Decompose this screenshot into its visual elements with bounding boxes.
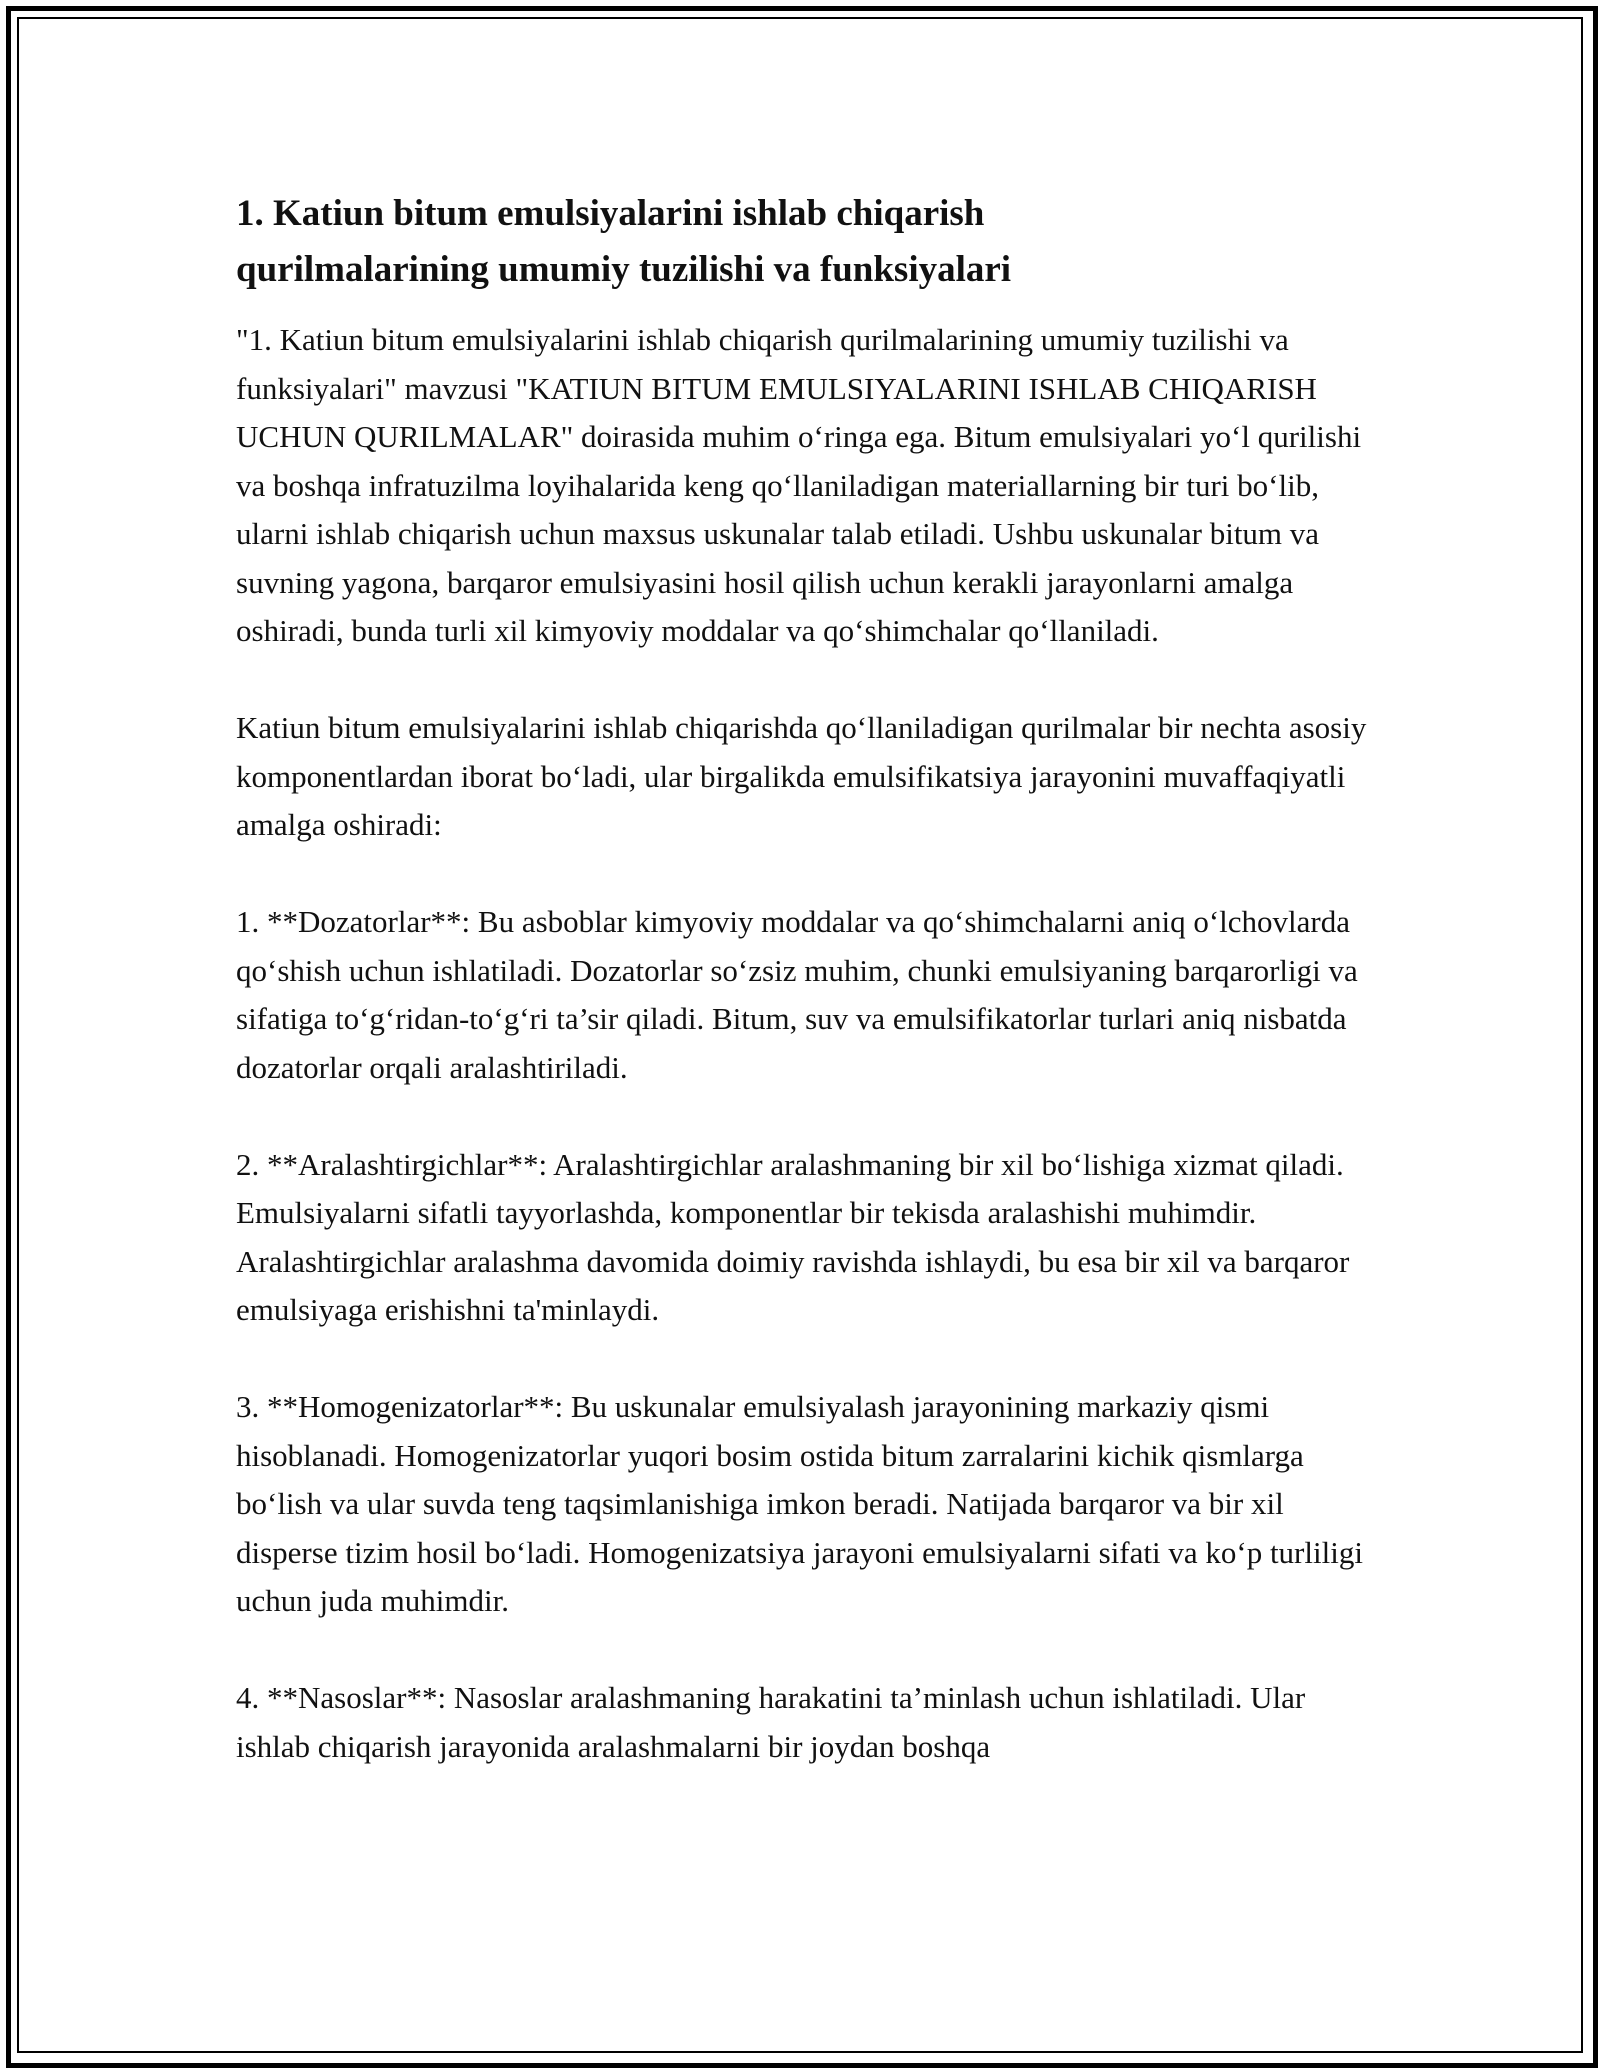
document-body xyxy=(236,186,1386,1820)
section-heading: 1. Katiun bitum emulsiyalarini ishlab chiqarish qurilmalarining umumiy tuzilishi va funksiyalari xyxy=(236,193,1012,290)
paragraph-nasoslar: 4. **Nasoslar**: Nasoslar aralashmaning harakatini ta’minlash uchun ishlatiladi. Ular ishlab chiqarish jarayonida aralashmalarni bir joydan boshqa xyxy=(236,1680,1306,1764)
paragraph-components: Katiun bitum emulsiyalarini ishlab chiqarishda qo‘llaniladigan qurilmalar bir nechta asosiy komponentlardan iborat bo‘ladi, ular birgalikda emulsifikatsiya jarayonini muvaffaqiyatli amalga oshiradi: xyxy=(236,710,1367,842)
paragraph-intro: "1. Katiun bitum emulsiyalarini ishlab chiqarish qurilmalarining umumiy tuzilishi va funksiyalari" mavzusi "KATIUN BITUM EMULSIYALARINI ISHLAB CHIQARISH UCHUN QURILMALAR" doirasida muhim o‘ringa ega. Bitum emulsiyalari yo‘l qurilishi va boshqa infratuzilma loyihalarida keng qo‘llaniladigan materiallarning bir turi bo‘lib, ularni ishlab chiqarish uchun maxsus uskunalar talab etiladi. Ushbu uskunalar bitum va suvning yagona, barqaror emulsiyasini hosil qilish uchun kerakli jarayonlarni amalga oshiradi, bunda turli xil kimyoviy moddalar va qo‘shimchalar qo‘llaniladi. xyxy=(236,322,1362,648)
paragraph-homogenizatorlar: 3. **Homogenizatorlar**: Bu uskunalar emulsiyalash jarayonining markaziy qismi hisoblanadi. Homogenizatorlar yuqori bosim ostida bitum zarralarini kichik qismlarga bo‘lish va ular suvda teng taqsimlanishiga imkon beradi. Natijada barqaror va bir xil disperse tizim hosil bo‘ladi. Homogenizatsiya jarayoni emulsiyalarni sifati va ko‘p turliligi uchun juda muhimdir. xyxy=(236,1389,1363,1618)
paragraph-aralashtirgichlar: 2. **Aralashtirgichlar**: Aralashtirgichlar aralashmaning bir xil bo‘lishiga xizmat qiladi. Emulsiyalarni sifatli tayyorlashda, komponentlar bir tekisda aralashishi muhimdir. Aralashtirgichlar aralashma davomida doimiy ravishda ishlaydi, bu esa bir xil va barqaror emulsiyaga erishishni ta'minlaydi. xyxy=(236,1146,1350,1327)
paragraph-dozatorlar: 1. **Dozatorlar**: Bu asboblar kimyoviy moddalar va qo‘shimchalarni aniq o‘lchovlarda qo‘shish uchun ishlatiladi. Dozatorlar so‘zsiz muhim, chunki emulsiyaning barqarorligi va sifatiga to‘g‘ridan-to‘g‘ri ta’sir qiladi. Bitum, suv va emulsifikatorlar turlari aniq nisbatda dozatorlar orqali aralashtiriladi. xyxy=(236,904,1358,1085)
